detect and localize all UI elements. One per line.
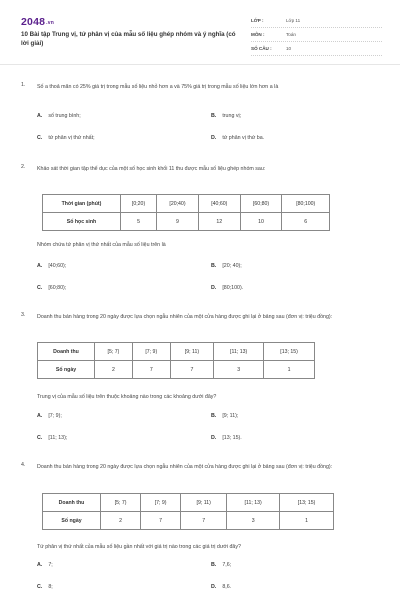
option-c[interactable] <box>37 435 67 441</box>
question-subtext: Tứ phân vị thứ nhất của mẫu số liệu gần nhất với giá trị nào trong các giá trị dưới đây? <box>37 544 241 550</box>
header <box>0 0 400 64</box>
logo-text: 2048 <box>21 16 46 28</box>
question-number: 3. <box>21 312 26 318</box>
option-b[interactable] <box>211 263 242 269</box>
table-cell: 2 <box>95 361 133 379</box>
logo-suffix: .vn <box>46 20 54 26</box>
question-text: Khảo sát thời gian tập thể dục của một số học sinh khối 11 thu được mẫu số liệu ghép nhóm sau: <box>37 166 266 172</box>
option-text: [9; 11); <box>222 413 239 419</box>
site-logo[interactable] <box>21 16 54 28</box>
option-a[interactable] <box>37 413 62 419</box>
option-letter: D. <box>211 435 217 441</box>
meta-label: MÔN : <box>251 32 265 37</box>
option-text: [40;60); <box>48 263 67 269</box>
option-text: [60;80); <box>48 285 67 291</box>
table-cell: 7 <box>132 361 170 379</box>
table-cell: 6 <box>282 213 330 231</box>
table-cell: 1 <box>280 512 334 530</box>
option-b[interactable] <box>211 413 238 419</box>
meta-box <box>251 14 382 56</box>
option-letter: C. <box>37 285 43 291</box>
option-c[interactable] <box>37 584 53 590</box>
option-text: 8,6. <box>222 584 232 590</box>
table-cell: 3 <box>214 361 264 379</box>
data-table <box>42 194 330 231</box>
table-cell: [9; 11) <box>170 343 213 361</box>
option-c[interactable] <box>37 135 95 141</box>
table-cell: [20;40) <box>157 195 199 213</box>
option-text: [80;100). <box>222 285 244 291</box>
option-text: trung vị; <box>222 113 242 119</box>
table-cell: [7; 9) <box>132 343 170 361</box>
table-row <box>38 343 315 361</box>
option-letter: C. <box>37 435 43 441</box>
option-text: 7,6; <box>222 562 232 568</box>
option-text: tứ phân vị thứ nhất; <box>48 135 95 141</box>
meta-label: SỐ CÂU : <box>251 46 272 51</box>
option-a[interactable] <box>37 113 81 119</box>
table-cell: 12 <box>198 213 240 231</box>
option-text: 7; <box>48 562 53 568</box>
option-letter: A. <box>37 263 43 269</box>
table-cell: [13; 15) <box>264 343 315 361</box>
table-row <box>38 361 315 379</box>
option-b[interactable] <box>211 113 241 119</box>
question-subtext: Nhóm chứa tứ phân vị thứ nhất của mẫu số liệu trên là <box>37 242 166 248</box>
option-d[interactable] <box>211 584 231 590</box>
option-letter: B. <box>211 413 217 419</box>
table-cell: [11; 13) <box>214 343 264 361</box>
table-cell: 7 <box>141 512 181 530</box>
option-d[interactable] <box>211 435 242 441</box>
option-d[interactable] <box>211 285 243 291</box>
meta-row-class <box>251 14 382 28</box>
option-text: tứ phân vị thứ ba. <box>222 135 265 141</box>
option-letter: C. <box>37 135 43 141</box>
question-subtext: Trung vị của mẫu số liệu trên thuộc khoảng nào trong các khoảng dưới đây? <box>37 394 217 400</box>
table-header-cell: Số ngày <box>38 361 95 379</box>
meta-row-count <box>251 42 382 56</box>
question-number: 2. <box>21 164 26 170</box>
option-b[interactable] <box>211 562 231 568</box>
option-a[interactable] <box>37 562 53 568</box>
table-header-cell: Doanh thu <box>43 494 101 512</box>
page-title: 10 Bài tập Trung vị, tứ phân vị của mẫu số liệu ghép nhóm và ý nghĩa (có lời giải) <box>21 31 236 47</box>
table-header-cell: Thời gian (phút) <box>43 195 121 213</box>
question-text: Doanh thu bán hàng trong 20 ngày được lựa chọn ngẫu nhiên của một cửa hàng được ghi lại ở bảng sau (đơn vị: triệu đồng): <box>37 464 333 470</box>
table-header-cell: Số ngày <box>43 512 101 530</box>
question-number: 1. <box>21 82 26 88</box>
table-row <box>43 195 330 213</box>
table-row <box>43 213 330 231</box>
meta-label: LỚP : <box>251 18 264 23</box>
table-cell: [5; 7) <box>95 343 133 361</box>
option-letter: D. <box>211 285 217 291</box>
table-cell: [11; 13) <box>227 494 280 512</box>
option-letter: A. <box>37 113 43 119</box>
table-cell: [40;60) <box>198 195 240 213</box>
table-header-cell: Số học sinh <box>43 213 121 231</box>
option-text: số trung bình; <box>48 113 81 119</box>
question-number: 4. <box>21 462 26 468</box>
option-letter: B. <box>211 562 217 568</box>
table-cell: [80;100) <box>282 195 330 213</box>
data-table <box>42 493 334 530</box>
option-letter: B. <box>211 113 217 119</box>
option-letter: D. <box>211 584 217 590</box>
option-text: [11; 13); <box>48 435 68 441</box>
table-cell: 10 <box>240 213 282 231</box>
table-cell: 7 <box>181 512 227 530</box>
meta-value: 10 <box>286 46 292 51</box>
option-a[interactable] <box>37 263 66 269</box>
option-c[interactable] <box>37 285 66 291</box>
table-cell: [60;80) <box>240 195 282 213</box>
option-letter: A. <box>37 562 43 568</box>
question-text: Doanh thu bán hàng trong 20 ngày được lựa chọn ngẫu nhiên của một cửa hàng được ghi lại ở bảng sau (đơn vị: triệu đồng): <box>37 314 333 320</box>
meta-value: Lớp 11 <box>286 18 301 23</box>
option-text: 8; <box>48 584 53 590</box>
table-cell: 7 <box>170 361 213 379</box>
data-table <box>37 342 315 379</box>
table-cell: 2 <box>101 512 141 530</box>
option-letter: C. <box>37 584 43 590</box>
table-cell: [9; 11) <box>181 494 227 512</box>
option-text: [7; 9); <box>48 413 62 419</box>
header-divider <box>0 64 400 65</box>
table-cell: 5 <box>121 213 157 231</box>
table-cell: 3 <box>227 512 280 530</box>
option-text: [20; 40); <box>222 263 242 269</box>
option-letter: D. <box>211 135 217 141</box>
table-cell: [0;20) <box>121 195 157 213</box>
meta-value: Toán <box>286 32 296 37</box>
table-cell: [13; 15) <box>280 494 334 512</box>
meta-row-subject <box>251 28 382 42</box>
table-cell: [5; 7) <box>101 494 141 512</box>
option-d[interactable] <box>211 135 264 141</box>
option-text: [13; 15). <box>222 435 242 441</box>
table-row <box>43 494 334 512</box>
question-text: Số a thoả mãn có 25% giá trị trong mẫu số liệu nhỏ hơn a và 75% giá trị trong mẫu số liệu lớn hơn a là <box>37 84 279 90</box>
table-header-cell: Doanh thu <box>38 343 95 361</box>
option-letter: B. <box>211 263 217 269</box>
table-cell: 9 <box>157 213 199 231</box>
table-row <box>43 512 334 530</box>
option-letter: A. <box>37 413 43 419</box>
table-cell: [7; 9) <box>141 494 181 512</box>
table-cell: 1 <box>264 361 315 379</box>
